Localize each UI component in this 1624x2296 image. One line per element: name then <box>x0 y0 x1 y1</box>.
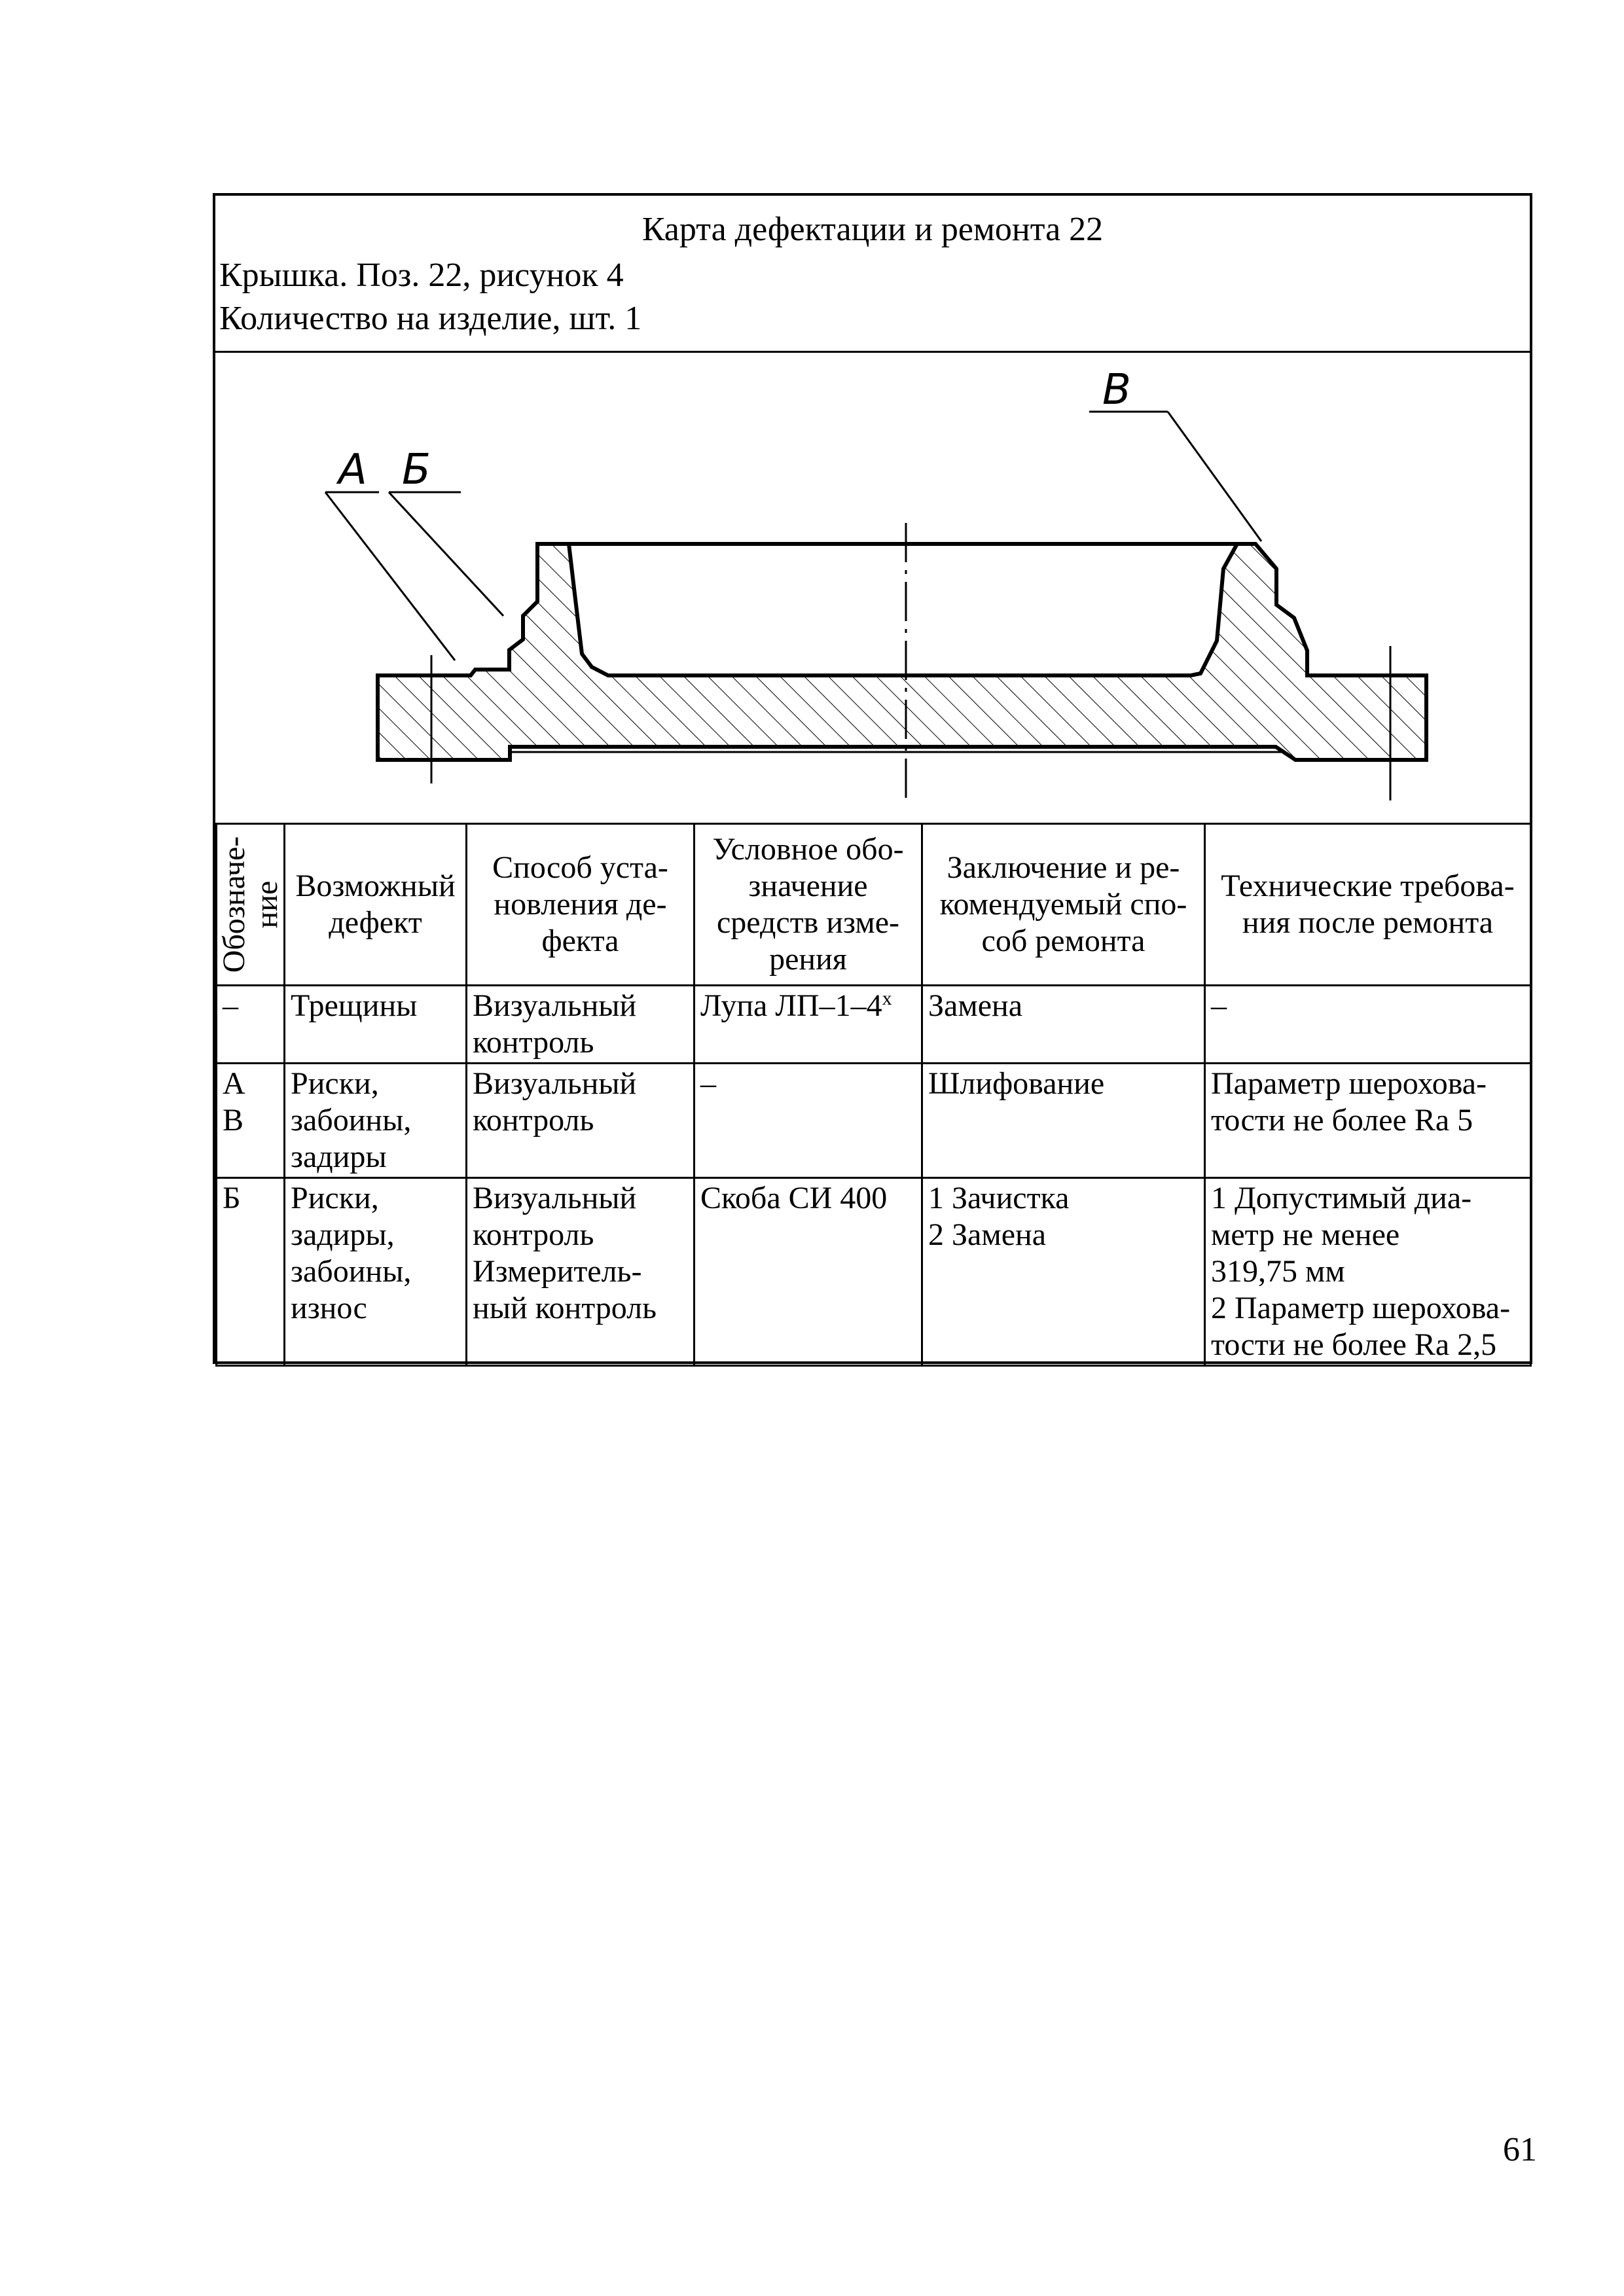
table-row <box>217 1178 1531 1366</box>
part-name: Крышка. Поз. 22, рисунок 4 <box>219 257 624 294</box>
cell-conclusion: Шлифование <box>922 1064 1205 1178</box>
table-row <box>217 1064 1531 1178</box>
cell-tools: – <box>695 1064 922 1178</box>
cell-designation: Б <box>217 1178 285 1366</box>
cell-defect: Риски, забоины, задиры <box>285 1064 467 1178</box>
cell-designation: – <box>217 986 285 1064</box>
leader-v <box>1168 412 1261 541</box>
table-header-row <box>217 824 1531 986</box>
cell-requirements: – <box>1205 986 1531 1064</box>
cell-tools <box>695 986 922 1064</box>
inner-cavity <box>569 544 1237 675</box>
cell-conclusion: Замена <box>922 986 1205 1064</box>
label-v: В <box>1102 366 1131 414</box>
cell-requirements: 1 Допустимый диа- метр не менее 319,75 мм 2 Параметр шерохова- тости не более Ra 2,5 <box>1205 1178 1531 1366</box>
label-b: Б <box>402 446 431 494</box>
cell-conclusion: 1 Зачистка 2 Замена <box>922 1178 1205 1366</box>
cell-tools: Скоба СИ 400 <box>695 1178 922 1366</box>
page-number: 61 <box>1503 2131 1537 2168</box>
col-header-tools: Условное обо-значение средств изме-рения <box>695 824 922 986</box>
col-header-requirements: Технические требова-ния после ремонта <box>1205 824 1531 986</box>
label-a: А <box>338 446 367 494</box>
cell-defect: Риски, задиры, забоины, износ <box>285 1178 467 1366</box>
defect-table <box>215 823 1532 1367</box>
defect-card <box>213 193 1532 1364</box>
cell-defect: Трещины <box>285 986 467 1064</box>
cell-method: Визуальный контроль <box>467 1064 695 1178</box>
col-header-defect: Возможный дефект <box>285 824 467 986</box>
tools-text: Лупа ЛП–1–4 <box>700 988 882 1023</box>
cross-section-drawing <box>215 353 1530 823</box>
col-header-designation: Обозначе- ние <box>217 824 285 986</box>
cell-method: Визуальный контроль <box>467 986 695 1064</box>
col-header-method: Способ уста-новления де-фекта <box>467 824 695 986</box>
cell-designation: А В <box>217 1064 285 1178</box>
cell-method: Визуальный контроль Измеритель- ный контроль <box>467 1178 695 1366</box>
tools-superscript: х <box>882 988 892 1009</box>
card-title: Карта дефектации и ремонта 22 <box>641 211 1104 248</box>
col-header-conclusion: Заключение и ре-комендуемый спо-соб ремонта <box>922 824 1205 986</box>
quantity-line: Количество на изделие, шт. 1 <box>219 300 642 337</box>
cell-requirements: Параметр шерохова- тости не более Ra 5 <box>1205 1064 1531 1178</box>
card-header <box>215 196 1530 353</box>
part-drawing <box>215 353 1530 823</box>
leader-a <box>325 492 455 660</box>
table-row <box>217 986 1531 1064</box>
